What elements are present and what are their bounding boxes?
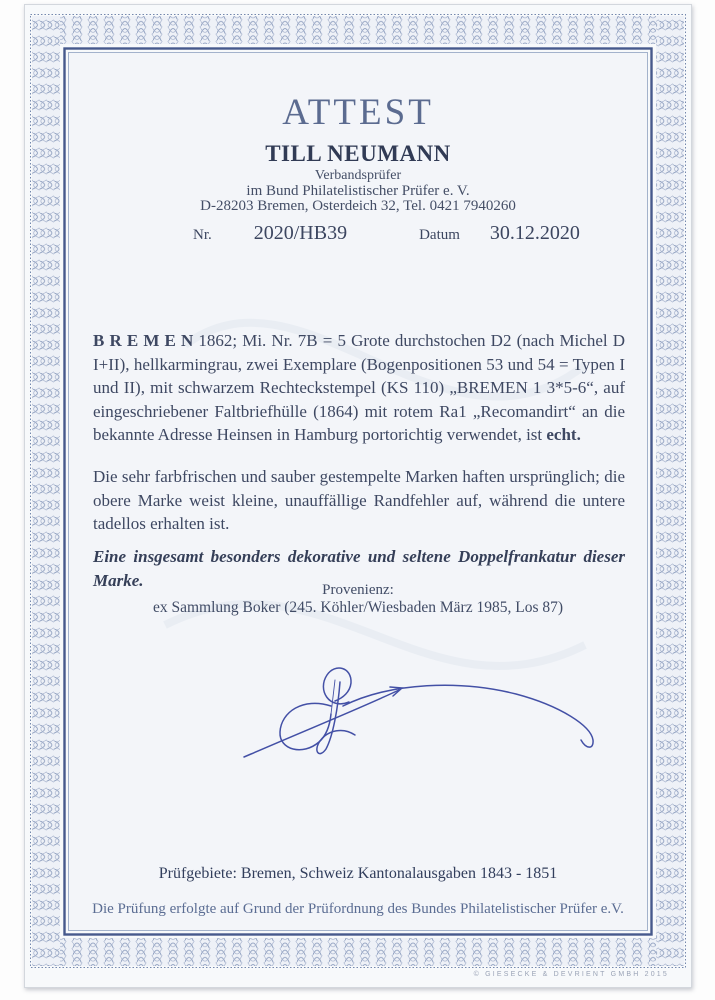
description-genuine: echt. [546,425,581,444]
printer-mark: © GIESECKE & DEVRIENT GMBH 2015 [473,971,669,978]
date-label: Datum [419,227,460,243]
date-value: 30.12.2020 [489,222,580,244]
remark-paragraph: Eine insgesamt besonders dekorative und seltene Doppelfrankatur dieser Marke. [93,547,625,590]
number-value: 2020/HB39 [253,222,348,244]
condition-paragraph: Die sehr farbfrischen und sauber gestempelte Marken haften ursprünglich; die obere Marke weist kleine, unauffällige Randfehler auf, während die untere tadellos erhalten ist. [93,467,625,533]
expertise-areas-line: Prüfgebiete: Bremen, Schweiz Kantonalausgaben 1843 - 1851 [158,865,558,882]
provenance-value: ex Sammlung Boker (245. Köhler/Wiesbaden März 1985, Los 87) [152,599,564,616]
description-main: 1862; Mi. Nr. 7B = 5 Grote durchstochen D2 (nach Michel D I+II), hellkarmingrau, zwei Exemplare (Bogenpositionen 53 und 54 = Typen I und II), mit schwarzem Rechteckstempel (KS 110) „BREMEN 1 3*5-6“, auf eingeschriebener Faltbriefhülle (1864) mit rotem Ra1 „Recomandirt“ an die bekannte Adresse Heinsen in Hamburg portorichtig verwendet, ist [93,331,625,444]
description-lead: B R E M E N [93,331,194,350]
association-line: im Bund Philatelistischer Prüfer e. V. [246,183,470,199]
certificate-number-row [193,222,580,245]
page-title: ATTEST [282,92,434,133]
description-paragraph [93,329,625,447]
address-line: D-28203 Bremen, Osterdeich 32, Tel. 0421 7940260 [200,198,516,214]
signature-icon [231,656,611,796]
number-label: Nr. [193,227,212,243]
expert-name: TILL NEUMANN [265,141,451,166]
expert-role: Verbandsprüfer [314,168,402,183]
legal-footer-line: Die Prüfung erfolgte auf Grund der Prüfordnung des Bundes Philatelistischer Prüfer e.V. [92,901,624,917]
certificate-page [24,4,692,988]
provenance-label: Provenienz: [322,582,394,598]
